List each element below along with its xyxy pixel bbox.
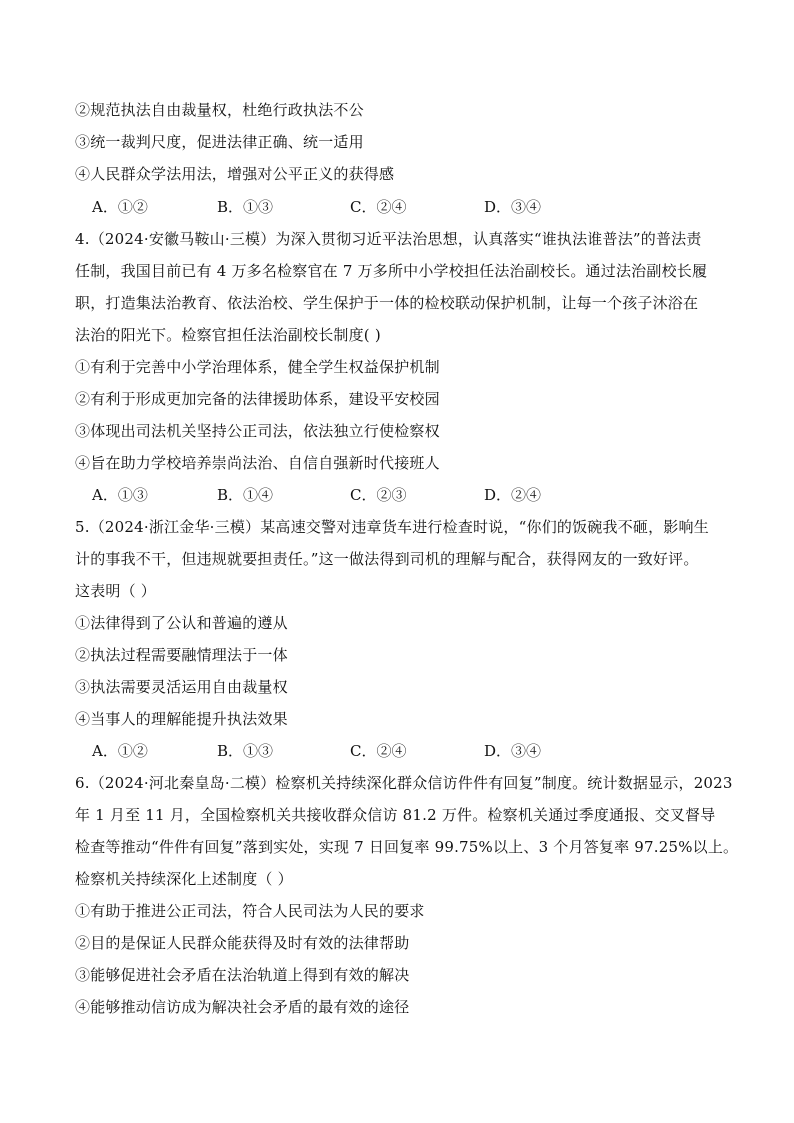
q4-choice-a[interactable]: A．①③ <box>92 486 148 504</box>
q4-option-1: ①有利于完善中小学治理体系，健全学生权益保护机制 <box>75 358 440 376</box>
q4-stem-line-4: 法治的阳光下。检察官担任法治副校长制度( ) <box>75 326 381 344</box>
q3-option-3: ③统一裁判尺度，促进法律正确、统一适用 <box>75 133 364 151</box>
q5-option-4: ④当事人的理解能提升执法效果 <box>75 710 288 728</box>
q6-option-2: ②目的是保证人民群众能获得及时有效的法律帮助 <box>75 934 410 952</box>
q6-option-3: ③能够促进社会矛盾在法治轨道上得到有效的解决 <box>75 966 410 984</box>
q3-choice-b[interactable]: B．①③ <box>217 198 274 216</box>
q4-option-4: ④旨在助力学校培养崇尚法治、自信自强新时代接班人 <box>75 454 440 472</box>
q4-choice-c[interactable]: C．②③ <box>350 486 407 504</box>
q3-option-2: ②规范执法自由裁量权，杜绝行政执法不公 <box>75 101 364 119</box>
q3-option-4: ④人民群众学法用法，增强对公平正义的获得感 <box>75 165 395 183</box>
q3-choice-a[interactable]: A．①② <box>92 198 148 216</box>
q4-stem-line-1: 4.（2024·安徽马鞍山·三模）为深入贯彻习近平法治思想，认真落实“谁执法谁普法”的普法责 <box>75 230 702 248</box>
q4-stem-line-2: 任制，我国目前已有 4 万多名检察官在 7 万多所中小学校担任法治副校长。通过法治副校长履 <box>75 262 708 280</box>
q5-choice-a[interactable]: A．①② <box>92 742 148 760</box>
q5-option-1: ①法律得到了公认和普遍的遵从 <box>75 614 288 632</box>
q5-option-3: ③执法需要灵活运用自由裁量权 <box>75 678 288 696</box>
q3-choice-c[interactable]: C．②④ <box>350 198 407 216</box>
q5-stem-line-3: 这表明（ ） <box>75 582 156 600</box>
q5-choice-b[interactable]: B．①③ <box>217 742 274 760</box>
q4-option-3: ③体现出司法机关坚持公正司法，依法独立行使检察权 <box>75 422 440 440</box>
q6-stem-line-4: 检察机关持续深化上述制度（ ） <box>75 870 293 888</box>
q5-option-2: ②执法过程需要融情理法于一体 <box>75 646 288 664</box>
q5-choice-c[interactable]: C．②④ <box>350 742 407 760</box>
q4-answer-choices <box>92 485 612 505</box>
q3-answer-choices <box>92 197 612 217</box>
q6-option-4: ④能够推动信访成为解决社会矛盾的最有效的途径 <box>75 998 410 1016</box>
q5-stem-line-1: 5.（2024·浙江金华·三模）某高速交警对违章货车进行检查时说，“你们的饭碗我不砸，影响生 <box>75 518 709 536</box>
q4-option-2: ②有利于形成更加完备的法律援助体系，建设平安校园 <box>75 390 440 408</box>
q3-choice-d[interactable]: D．③④ <box>484 198 542 216</box>
q6-option-1: ①有助于推进公正司法，符合人民司法为人民的要求 <box>75 902 425 920</box>
q6-stem-line-1: 6.（2024·河北秦皇岛·二模）检察机关持续深化群众信访件件有回复”制度。统计数据显示，2023 <box>75 774 733 792</box>
q5-stem-line-2: 计的事我不干，但违规就要担责任。”这一做法得到司机的理解与配合，获得网友的一致好评。 <box>75 550 699 568</box>
q5-choice-d[interactable]: D．③④ <box>484 742 542 760</box>
q4-choice-b[interactable]: B．①④ <box>217 486 274 504</box>
q6-stem-line-2: 年 1 月至 11 月，全国检察机关共接收群众信访 81.2 万件。检察机关通过季度通报、交叉督导 <box>75 806 716 824</box>
q6-stem-line-3: 检查等推动“件件有回复”落到实处，实现 7 日回复率 99.75%以上、3 个月答复率 97.25%以上。 <box>75 838 739 856</box>
q5-answer-choices <box>92 741 612 761</box>
q4-stem-line-3: 职，打造集法治教育、依法治校、学生保护于一体的检校联动保护机制，让每一个孩子沐浴在 <box>75 294 699 312</box>
q4-choice-d[interactable]: D．②④ <box>484 486 542 504</box>
